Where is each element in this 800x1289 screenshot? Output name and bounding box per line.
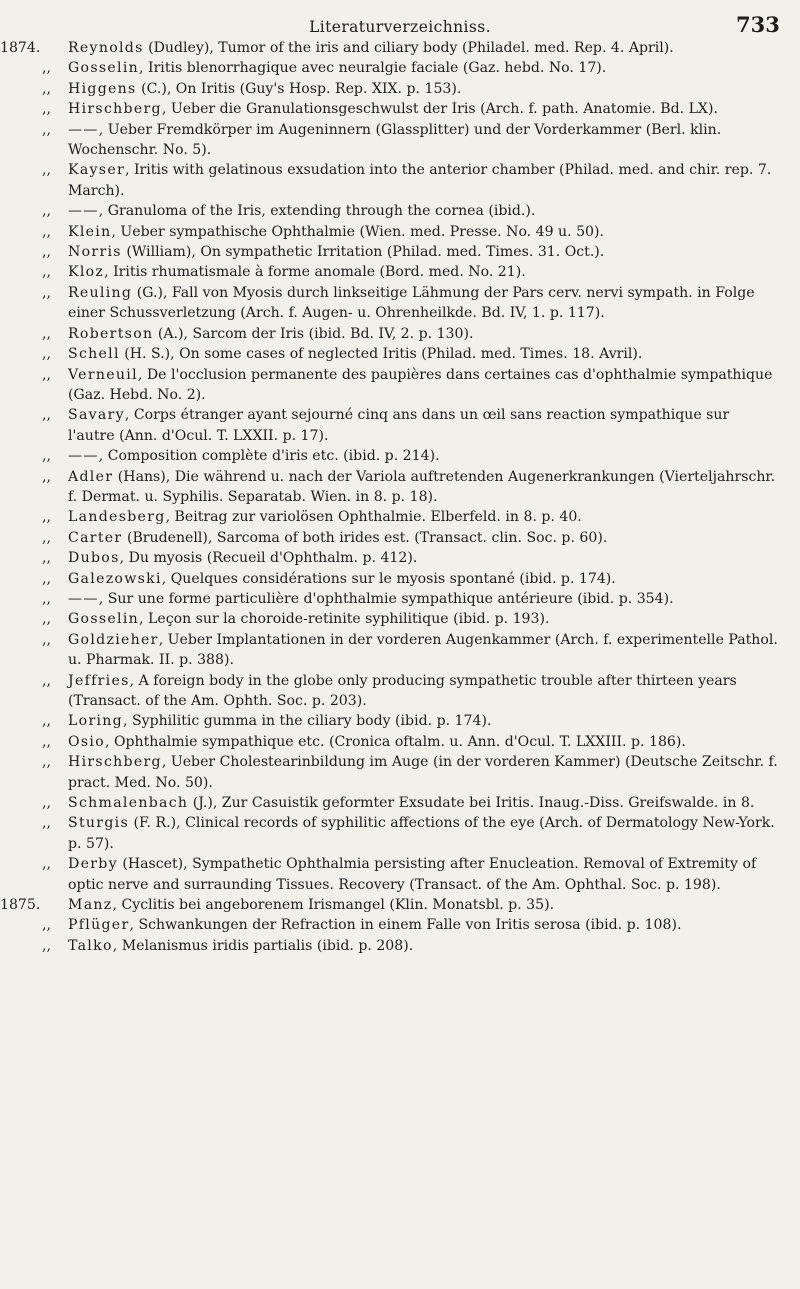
entry-text: (J.), Zur Casuistik geformter Exsudate bei Iritis. Inaug.-Diss. Greifswalde. in 8. <box>188 795 755 812</box>
entry-author: Dubos <box>68 550 120 567</box>
entry-author: Verneuil <box>68 366 138 383</box>
entry-year <box>0 548 42 568</box>
entry-citation <box>68 58 790 78</box>
ditto-marker: ,, <box>42 937 51 954</box>
ditto-marker: ,, <box>42 121 51 138</box>
ditto-marker: ,, <box>42 590 51 607</box>
entry-year <box>0 609 42 629</box>
entry-text: (H. S.), On some cases of neglected Iritis (Philad. med. Times. 18. Avril). <box>119 346 643 363</box>
entry-year <box>0 283 42 324</box>
bibliography-entry <box>0 405 800 446</box>
bibliography-entry <box>0 813 800 854</box>
entry-year: 1875. <box>0 897 41 914</box>
entry-citation <box>68 344 790 364</box>
entry-text: , Composition complète d'iris etc. (ibid. p. 214). <box>98 448 440 465</box>
bibliography-entry <box>0 160 800 201</box>
entry-year <box>0 201 42 221</box>
entry-citation <box>68 507 790 527</box>
entry-text: , A foreign body in the globe only producing sympathetic trouble after thirteen years (Transact. of the Am. Ophth. Soc. p. 203). <box>68 672 737 709</box>
entry-citation <box>68 405 790 446</box>
bibliography-entry <box>0 38 800 58</box>
ditto-marker: ,, <box>42 101 51 118</box>
bibliography-entry <box>0 609 800 629</box>
bibliography-entry <box>0 936 800 956</box>
entry-year <box>0 365 42 406</box>
ditto-marker: ,, <box>42 570 51 587</box>
ditto-marker: ,, <box>42 815 51 832</box>
bibliography-entry <box>0 569 800 589</box>
bibliography-entry <box>0 344 800 364</box>
entry-citation <box>68 854 790 895</box>
entry-citation <box>68 793 790 813</box>
entry-citation <box>68 630 790 671</box>
bibliography-entry <box>0 895 800 915</box>
entry-text: , Ueber Implantationen in der vorderen Augenkammer (Arch. f. experimentelle Pathol. u. Pharmak. II. p. 388). <box>68 631 778 669</box>
entry-text: , Ueber Fremdkörper im Augeninnern (Glassplitter) und der Vorderkammer (Berl. klin. Wochenschr. No. 5). <box>68 121 722 159</box>
entry-author: —— <box>68 590 99 607</box>
entry-text: , Ueber Cholestearinbildung im Auge (in der vorderen Kammer) (Deutsche Zeitschr. f. pract. Med. No. 50). <box>68 754 778 791</box>
ditto-marker: ,, <box>42 631 51 648</box>
bibliography-entry <box>0 528 800 548</box>
entry-year <box>0 222 42 242</box>
ditto-marker: ,, <box>42 754 51 771</box>
entry-text: , Beitrag zur variolösen Ophthalmie. Elberfeld. in 8. p. 40. <box>165 509 582 526</box>
entry-citation <box>68 99 790 119</box>
entry-citation <box>68 732 790 752</box>
entry-text: , Corps étranger ayant sejourné cinq ans dans un œil sans reaction sympathique sur l'autre (Ann. d'Ocul. T. LXXII. p. 17). <box>68 407 730 444</box>
entry-text: , Ueber die Granulationsgeschwulst der Iris (Arch. f. path. Anatomie. Bd. LX). <box>161 101 718 118</box>
entry-author: Robertson <box>68 325 154 342</box>
bibliography-entry <box>0 589 800 609</box>
bibliography-entry <box>0 242 800 262</box>
entry-author: —— <box>68 121 99 138</box>
entry-author: Kloz <box>68 264 105 281</box>
entry-author: Manz <box>68 897 113 914</box>
entry-citation <box>68 201 790 221</box>
bibliography-entry <box>0 671 800 712</box>
entry-text: , Granuloma of the Iris, extending through the cornea (ibid.). <box>98 203 536 220</box>
bibliography-entry <box>0 58 800 78</box>
entry-author: Higgens <box>68 80 137 97</box>
entry-text: (G.), Fall von Myosis durch linkseitige Lähmung der Pars cerv. nervi sympath. in Folge einer Schussverletzung (Arch. f. Augen- u. Ohrenheilkde. Bd. IV, 1. p. 117). <box>68 284 755 322</box>
entry-citation <box>68 324 790 344</box>
entry-year <box>0 324 42 344</box>
ditto-marker: ,, <box>42 223 51 240</box>
entry-citation <box>68 569 790 589</box>
bibliography-entry <box>0 201 800 221</box>
ditto-marker: ,, <box>42 244 51 261</box>
ditto-marker: ,, <box>42 366 51 383</box>
entry-year <box>0 58 42 78</box>
ditto-marker: ,, <box>42 80 51 97</box>
ditto-marker: ,, <box>42 162 51 179</box>
ditto-marker: ,, <box>42 203 51 220</box>
ditto-marker: ,, <box>42 284 51 301</box>
entry-text: , Du myosis (Recueil d'Ophthalm. p. 412). <box>119 550 418 567</box>
entry-text: (William), On sympathetic Irritation (Philad. med. Times. 31. Oct.). <box>121 244 605 261</box>
entry-author: Reynolds <box>68 40 144 56</box>
entry-text: , Syphilitic gumma in the ciliary body (ibid. p. 174). <box>123 713 492 730</box>
entry-text: , Iritis blenorrhagique avec neuralgie faciale (Gaz. hebd. No. 17). <box>139 60 607 77</box>
entry-text: , Iritis with gelatinous exsudation into the anterior chamber (Philad. med. and chir. rep. 7. March). <box>68 162 772 199</box>
bibliography-entry <box>0 222 800 242</box>
entry-citation <box>68 242 790 262</box>
entry-citation <box>68 528 790 548</box>
bibliography-entry <box>0 120 800 161</box>
bibliography-entry <box>0 752 800 793</box>
entry-citation <box>68 79 790 99</box>
bibliography-entry <box>0 365 800 406</box>
entry-year <box>0 854 42 895</box>
entry-year <box>0 467 42 508</box>
entry-citation <box>68 752 790 793</box>
bibliography-entry <box>0 262 800 282</box>
entry-author: Reuling <box>68 284 133 301</box>
entry-author: Derby <box>68 856 118 873</box>
bibliography-entry <box>0 467 800 508</box>
ditto-marker: ,, <box>42 713 51 730</box>
entry-text: , Schwankungen der Refraction in einem Falle von Iritis serosa (ibid. p. 108). <box>129 917 682 934</box>
entry-citation <box>68 813 790 854</box>
ditto-marker: ,, <box>42 264 51 281</box>
entry-citation <box>68 38 790 58</box>
ditto-marker: ,, <box>42 468 51 485</box>
entry-author: Pflüger <box>68 917 130 934</box>
entry-year: 1874. <box>0 40 41 56</box>
entry-year <box>0 732 42 752</box>
ditto-marker: ,, <box>42 795 51 812</box>
entry-text: , Ueber sympathische Ophthalmie (Wien. med. Presse. No. 49 u. 50). <box>111 223 605 240</box>
entry-author: —— <box>68 203 99 220</box>
entry-author: Galezowski <box>68 570 162 587</box>
ditto-marker: ,, <box>42 672 51 689</box>
entry-text: , Ophthalmie sympathique etc. (Cronica oftalm. u. Ann. d'Ocul. T. LXXIII. p. 186). <box>104 733 686 750</box>
ditto-marker: ,, <box>42 856 51 873</box>
entry-citation <box>68 915 790 935</box>
ditto-marker <box>42 895 68 915</box>
bibliography-entry <box>0 283 800 324</box>
bibliography-entry <box>0 446 800 466</box>
entry-year <box>0 630 42 671</box>
entry-text: , Sur une forme particulière d'ophthalmie sympathique antérieure (ibid. p. 354). <box>98 590 674 607</box>
entry-citation <box>68 609 790 629</box>
ditto-marker: ,, <box>42 325 51 342</box>
entry-author: Hirschberg <box>68 754 162 771</box>
entry-year <box>0 446 42 466</box>
entry-author: Kayser <box>68 162 126 179</box>
bibliography-entry <box>0 548 800 568</box>
entry-author: Norris <box>68 244 122 261</box>
entry-author: Schell <box>68 346 120 363</box>
entry-author: Adler <box>68 468 114 485</box>
entry-text: (Hascet), Sympathetic Ophthalmia persisting after Enucleation. Removal of Extremity of optic nerve and surraunding Tissues. Recovery (Transact. of the Am. Ophthal. Soc. p. 198). <box>68 856 757 893</box>
entry-author: Gosselin <box>68 611 140 628</box>
entry-year <box>0 813 42 854</box>
entry-author: Klein <box>68 223 112 240</box>
entry-author: —— <box>68 448 99 465</box>
entry-text: , Cyclitis bei angeborenem Irismangel (Klin. Monatsbl. p. 35). <box>112 897 555 914</box>
bibliography-entry <box>0 915 800 935</box>
entry-year <box>0 589 42 609</box>
entry-citation <box>68 711 790 731</box>
ditto-marker: ,, <box>42 611 51 628</box>
entry-year <box>0 711 42 731</box>
ditto-marker: ,, <box>42 407 51 424</box>
entry-year <box>0 915 42 935</box>
entry-year <box>0 242 42 262</box>
ditto-marker: ,, <box>42 733 51 750</box>
entry-author: Talko <box>68 937 113 954</box>
entry-citation <box>68 895 790 915</box>
ditto-marker: ,, <box>42 529 51 546</box>
entry-year <box>0 405 42 446</box>
entry-citation <box>68 446 790 466</box>
ditto-marker: ,, <box>42 60 51 77</box>
ditto-marker: ,, <box>42 448 51 465</box>
bibliography-list <box>0 38 800 956</box>
entry-author: Savary <box>68 407 125 424</box>
entry-year <box>0 936 42 956</box>
ditto-marker: ,, <box>42 550 51 567</box>
bibliography-entry <box>0 732 800 752</box>
entry-citation <box>68 222 790 242</box>
entry-text: (Dudley), Tumor of the iris and ciliary body (Philadel. med. Rep. 4. April). <box>143 40 674 56</box>
entry-year <box>0 344 42 364</box>
entry-citation <box>68 365 790 406</box>
entry-author: Goldzieher <box>68 631 159 648</box>
entry-author: Loring <box>68 713 123 730</box>
entry-text: (C.), On Iritis (Guy's Hosp. Rep. XIX. p. 153). <box>136 80 462 97</box>
entry-author: Landesberg <box>68 509 166 526</box>
entry-text: (Hans), Die während u. nach der Variola auftretenden Augenerkrankungen (Vierteljahrschr. f. Dermat. u. Syphilis. Separatab. Wien. in 8. p. 18). <box>68 468 776 505</box>
entry-author: Schmalenbach <box>68 795 189 812</box>
entry-year <box>0 752 42 793</box>
bibliography-entry <box>0 711 800 731</box>
entry-year <box>0 793 42 813</box>
entry-year <box>0 262 42 282</box>
entry-year <box>0 99 42 119</box>
entry-author: Gosselin <box>68 60 140 77</box>
entry-year <box>0 528 42 548</box>
entry-text: , Quelques considérations sur le myosis spontané (ibid. p. 174). <box>161 570 616 587</box>
entry-author: Sturgis <box>68 815 129 832</box>
entry-citation <box>68 262 790 282</box>
bibliography-entry <box>0 99 800 119</box>
ditto-marker: ,, <box>42 917 51 934</box>
entry-citation <box>68 589 790 609</box>
entry-citation <box>68 671 790 712</box>
entry-year <box>0 569 42 589</box>
entry-year <box>0 120 42 161</box>
entry-citation <box>68 160 790 201</box>
entry-year <box>0 160 42 201</box>
page-number: 733 <box>736 12 780 37</box>
entry-citation <box>68 936 790 956</box>
entry-text: (A.), Sarcom der Iris (ibid. Bd. IV, 2. p. 130). <box>153 325 474 342</box>
entry-citation <box>68 548 790 568</box>
bibliography-entry <box>0 630 800 671</box>
bibliography-entry <box>0 507 800 527</box>
entry-author: Hirschberg <box>68 101 162 118</box>
running-head: Literaturverzeichniss. <box>309 18 491 36</box>
entry-year <box>0 79 42 99</box>
entry-citation <box>68 120 790 161</box>
entry-year <box>0 671 42 712</box>
entry-text: , Iritis rhumatismale à forme anomale (Bord. med. No. 21). <box>104 264 526 281</box>
entry-citation <box>68 467 790 508</box>
bibliography-entry <box>0 79 800 99</box>
entry-text: (Brudenell), Sarcoma of both irides est. (Transact. clin. Soc. p. 60). <box>122 529 608 546</box>
entry-text: (F. R.), Clinical records of syphilitic affections of the eye (Arch. of Dermatology New-York. p. 57). <box>68 815 775 852</box>
ditto-marker <box>42 38 68 58</box>
bibliography-entry <box>0 324 800 344</box>
entry-citation <box>68 283 790 324</box>
entry-author: Carter <box>68 529 123 546</box>
ditto-marker: ,, <box>42 509 51 526</box>
entry-author: Jeffries <box>68 672 130 689</box>
bibliography-entry <box>0 793 800 813</box>
entry-author: Osio <box>68 733 105 750</box>
entry-text: , Melanismus iridis partialis (ibid. p. 208). <box>112 937 414 954</box>
entry-text: , De l'occlusion permanente des paupières dans certaines cas d'ophthalmie sympathique (Gaz. Hebd. No. 2). <box>68 366 773 403</box>
entry-year <box>0 507 42 527</box>
entry-text: , Leçon sur la choroide-retinite syphilitique (ibid. p. 193). <box>139 611 550 628</box>
ditto-marker: ,, <box>42 346 51 363</box>
bibliography-entry <box>0 854 800 895</box>
